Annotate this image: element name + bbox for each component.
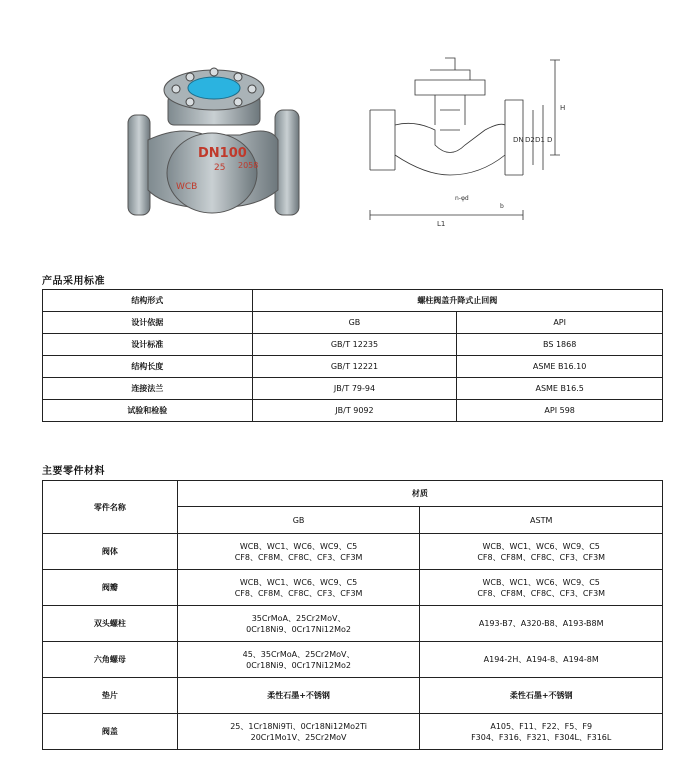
gb-cell: GB/T 12221	[252, 356, 457, 378]
api-cell: API	[457, 312, 663, 334]
table-row	[43, 290, 663, 312]
table-row	[43, 714, 663, 750]
part-name: 阀瓣	[43, 570, 178, 606]
gb-material: 35CrMoA、25Cr2MoV、 0Cr18Ni9、0Cr17Ni12Mo2	[177, 606, 420, 642]
gb-material: 柔性石墨+不锈钢	[177, 678, 420, 714]
row-label: 试验和检验	[43, 400, 253, 422]
gb-material: WCB、WC1、WC6、WC9、C5 CF8、CF8M、CF8C、CF3、CF3M	[177, 570, 420, 606]
table-row	[43, 312, 663, 334]
valve-section-drawing	[355, 50, 595, 230]
astm-material: A194-2H、A194-8、A194-8M	[420, 642, 663, 678]
api-cell: ASME B16.10	[457, 356, 663, 378]
table-row	[43, 400, 663, 422]
part-name: 阀盖	[43, 714, 178, 750]
api-cell: API 598	[457, 400, 663, 422]
gb-material: WCB、WC1、WC6、WC9、C5 CF8、CF8M、CF8C、CF3、CF3M	[177, 534, 420, 570]
dim-label-d: D	[547, 136, 553, 144]
cast-text-material: WCB	[176, 182, 198, 192]
section-title-standards: 产品采用标准	[42, 276, 105, 287]
cast-text-pressure: 25	[214, 163, 226, 173]
dim-label-h: H	[560, 104, 566, 112]
dim-label-dn: DN	[513, 136, 524, 144]
astm-material: 柔性石墨+不锈钢	[420, 678, 663, 714]
gb-cell: JB/T 79-94	[252, 378, 457, 400]
dim-label-b: b	[500, 203, 504, 210]
header-astm: ASTM	[420, 507, 663, 534]
dim-label-l1: L1	[437, 220, 446, 228]
table-row	[43, 642, 663, 678]
astm-material: WCB、WC1、WC6、WC9、C5 CF8、CF8M、CF8C、CF3、CF3M	[420, 570, 663, 606]
table-row	[43, 378, 663, 400]
table-row	[43, 356, 663, 378]
dim-label-d1: D1	[535, 136, 545, 144]
table-row	[43, 678, 663, 714]
dim-label-n-phi-d: n-φd	[455, 195, 469, 202]
astm-material: WCB、WC1、WC6、WC9、C5 CF8、CF8M、CF8C、CF3、CF3M	[420, 534, 663, 570]
cast-text-size: DN100	[198, 146, 247, 161]
table-row	[43, 570, 663, 606]
dim-label-d2: D2	[525, 136, 535, 144]
astm-material: A105、F11、F22、F5、F9 F304、F316、F321、F304L、F316L	[420, 714, 663, 750]
row-label: 设计标准	[43, 334, 253, 356]
header-part-name: 零件名称	[43, 481, 178, 534]
section-title-materials: 主要零件材料	[42, 466, 105, 477]
cast-text-serial: 2058	[238, 161, 259, 170]
header-material: 材质	[177, 481, 662, 507]
gb-material: 45、35CrMoA、25Cr2MoV、 0Cr18Ni9、0Cr17Ni12Mo2	[177, 642, 420, 678]
standards-table	[42, 289, 663, 422]
table-row	[43, 606, 663, 642]
row-label: 结构形式	[43, 290, 253, 312]
structure-type-value: 螺柱阀盖升降式止回阀	[252, 290, 662, 312]
materials-table	[42, 480, 663, 750]
row-label: 设计依据	[43, 312, 253, 334]
api-cell: ASME B16.5	[457, 378, 663, 400]
part-name: 双头螺柱	[43, 606, 178, 642]
part-name: 六角螺母	[43, 642, 178, 678]
row-label: 结构长度	[43, 356, 253, 378]
valve-photo	[120, 55, 305, 230]
header-gb: GB	[177, 507, 420, 534]
table-row	[43, 334, 663, 356]
table-row	[43, 534, 663, 570]
part-name: 垫片	[43, 678, 178, 714]
gb-cell: JB/T 9092	[252, 400, 457, 422]
gb-cell: GB/T 12235	[252, 334, 457, 356]
table-header-row	[43, 481, 663, 507]
row-label: 连接法兰	[43, 378, 253, 400]
part-name: 阀体	[43, 534, 178, 570]
gb-cell: GB	[252, 312, 457, 334]
api-cell: BS 1868	[457, 334, 663, 356]
astm-material: A193-B7、A320-B8、A193-B8M	[420, 606, 663, 642]
gb-material: 25、1Cr18Ni9Ti、0Cr18Ni12Mo2Ti 20Cr1Mo1V、25Cr2MoV	[177, 714, 420, 750]
